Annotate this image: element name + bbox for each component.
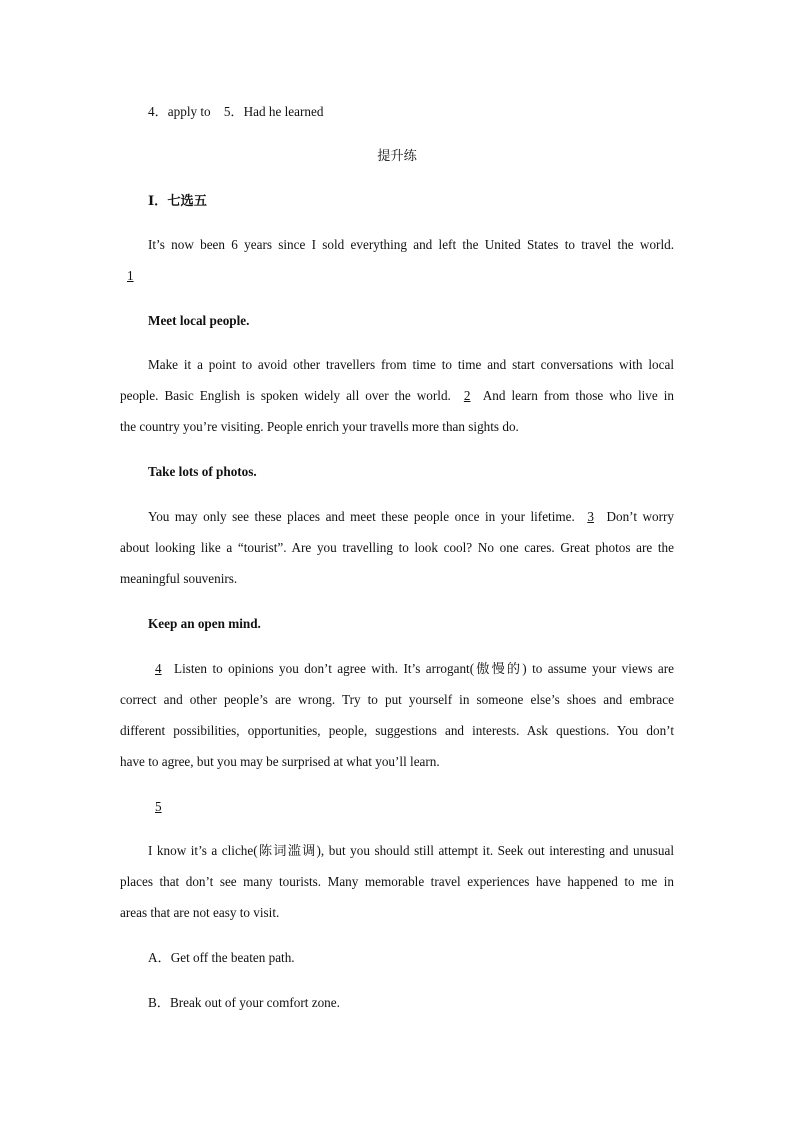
- mind-paragraph-line-4: have to agree, but you may be surprised at what you’ll learn.: [120, 754, 440, 769]
- blank-4: 4: [155, 661, 162, 676]
- answer-item-5: 5．Had he learned: [223, 104, 324, 119]
- photos-line-1-pre: You may only see these places and meet these people once in your lifetime.: [148, 509, 575, 524]
- blank-5-line: [148, 799, 674, 815]
- section-title: 提升练: [377, 148, 417, 163]
- photos-paragraph-line-2: about looking like a “tourist”. Are you travelling to look cool? No one cares. Great photos are the: [120, 540, 674, 555]
- cliche-paragraph-line-1: I know it’s a cliche(陈词滥调), but you should still attempt it. Seek out interesting and unusual: [148, 843, 674, 858]
- blank-1: 1: [127, 268, 134, 283]
- photos-paragraph-line-3: meaningful souvenirs.: [120, 571, 238, 586]
- cliche-paragraph-line-2: places that don’t see many tourists. Many memorable travel experiences have happened to me in: [120, 874, 674, 889]
- heading-take-photos: Take lots of photos.: [148, 464, 257, 479]
- photos-line-1-post: Don’t worry: [606, 509, 674, 524]
- mind-line-1-post: Listen to opinions you don’t agree with. It’s arrogant(傲慢的) to assume your views are: [174, 661, 674, 676]
- intro-paragraph-line-1: It’s now been 6 years since I sold everything and left the United States to travel the world.: [148, 237, 674, 252]
- meet-line-2-post: And learn from those who live in: [482, 388, 674, 403]
- photos-paragraph-line-1: [148, 509, 674, 525]
- meet-paragraph-line-1: Make it a point to avoid other travellers from time to time and start conversations with local: [148, 357, 674, 372]
- meet-paragraph-line-2: [120, 388, 674, 404]
- cliche-paragraph-line-3: areas that are not easy to visit.: [120, 905, 280, 920]
- heading-open-mind: Keep an open mind.: [148, 616, 261, 631]
- intro-paragraph-line-2: [120, 268, 674, 284]
- option-a: A．Get off the beaten path.: [148, 950, 295, 965]
- part-heading: Ⅰ．七选五: [148, 193, 207, 208]
- meet-paragraph-line-3: the country you’re visiting. People enrich your travells more than sights do.: [120, 419, 519, 434]
- meet-line-2-pre: people. Basic English is spoken widely all over the world.: [120, 388, 451, 403]
- mind-paragraph-line-1: [148, 661, 674, 677]
- blank-2: 2: [463, 388, 471, 403]
- heading-meet-local-people: Meet local people.: [148, 313, 250, 328]
- answer-item-4: 4．apply to: [148, 104, 211, 119]
- mind-paragraph-line-3: different possibilities, opportunities, people, suggestions and interests. Ask questions. You don’t: [120, 723, 674, 738]
- option-b: B．Break out of your comfort zone.: [148, 995, 340, 1010]
- answer-line: [148, 104, 674, 120]
- blank-3: 3: [587, 509, 594, 524]
- mind-paragraph-line-2: correct and other people’s are wrong. Try to put yourself in someone else’s shoes and embrace: [120, 692, 674, 707]
- blank-5: 5: [155, 799, 162, 814]
